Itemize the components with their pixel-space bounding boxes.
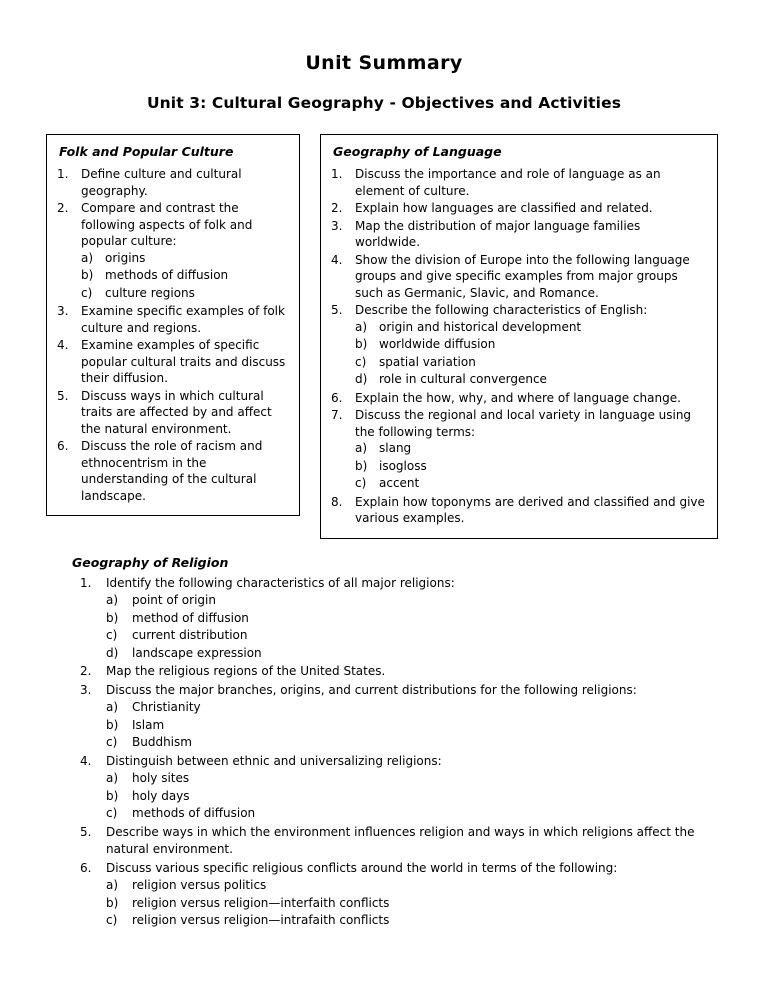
sub-list-item-text: worldwide diffusion: [379, 337, 496, 351]
sub-list-item: [106, 877, 722, 895]
objectives-boxes-row: [46, 134, 722, 539]
sub-list-item-marker: a): [355, 441, 368, 455]
list-item-marker: 1.: [57, 167, 69, 181]
list-item-text: Compare and contrast the following aspects of folk and popular culture:: [81, 201, 253, 248]
list-item-marker: 4.: [57, 338, 69, 352]
list-item-marker: 7.: [331, 408, 343, 422]
sub-list-item-text: religion versus religion—intrafaith conflicts: [132, 913, 390, 927]
folk-and-popular-culture-box: [46, 134, 300, 516]
sub-list-item: [355, 440, 707, 458]
sub-list-item: [106, 627, 722, 645]
list-item: [80, 575, 722, 663]
list-item: [57, 388, 289, 438]
sub-list-item-text: isogloss: [379, 458, 427, 473]
sub-list-item: [106, 610, 722, 628]
sub-list-item: [106, 717, 722, 735]
page-title: Unit Summary: [305, 52, 463, 74]
list-item-text: Distinguish between ethnic and universalizing religions:: [106, 753, 442, 768]
list-item-marker: 8.: [331, 494, 343, 509]
list-item: [57, 303, 289, 336]
sub-list-item-text: spatial variation: [379, 354, 476, 369]
sub-list-item-marker: a): [106, 878, 119, 892]
list-item-text: Explain the how, why, and where of language change.: [355, 390, 681, 405]
list-item: [57, 438, 289, 504]
list-item: [80, 682, 722, 752]
sub-list-item-marker: a): [81, 250, 94, 265]
list-item: [80, 753, 722, 823]
list-item-marker: 6.: [331, 390, 343, 405]
sub-list-item-text: methods of diffusion: [105, 268, 229, 282]
sub-list-item: [106, 912, 722, 930]
sub-list-item-marker: b): [106, 788, 119, 803]
list-item-marker: 1.: [80, 575, 92, 590]
list-item-text: Examine specific examples of folk culture and regions.: [81, 304, 285, 335]
sub-list-item-marker: b): [355, 337, 368, 351]
list-item-text: Explain how toponyms are derived and classified and give various examples.: [355, 494, 705, 525]
folk-and-popular-culture-heading: Folk and Popular Culture: [59, 144, 234, 159]
list-item-marker: 2.: [80, 664, 92, 678]
sub-list-item-text: point of origin: [132, 593, 216, 607]
sub-list-item-text: landscape expression: [132, 645, 262, 660]
sub-list: [106, 592, 722, 662]
geography-of-religion-heading: Geography of Religion: [72, 554, 229, 570]
list-item-marker: 3.: [57, 304, 69, 318]
list-item: [331, 407, 707, 493]
sub-list-item-marker: a): [106, 593, 119, 607]
sub-list-item-marker: d): [106, 645, 119, 660]
sub-list-item: [355, 458, 707, 476]
sub-list: [355, 440, 707, 493]
geography-of-language-heading: Geography of Language: [333, 144, 502, 159]
sub-list-item-marker: c): [106, 735, 118, 749]
list-item-text: Discuss the importance and role of language as an element of culture.: [355, 167, 661, 198]
sub-list-item-text: religion versus religion—interfaith conflicts: [132, 895, 390, 910]
sub-list-item-marker: b): [355, 458, 368, 473]
list-item-text: Map the religious regions of the United States.: [106, 664, 386, 678]
sub-list-item-marker: c): [106, 628, 118, 642]
sub-list-item-marker: d): [355, 372, 368, 386]
folk-and-popular-culture-list: [57, 166, 289, 504]
sub-list-item-text: Christianity: [132, 700, 201, 714]
sub-list-item: [106, 770, 722, 788]
list-item-marker: 4.: [331, 252, 343, 267]
list-item: [331, 302, 707, 389]
sub-list-item-marker: a): [106, 771, 119, 785]
sub-list-item-marker: b): [106, 717, 119, 732]
sub-list: [106, 770, 722, 823]
sub-list-item: [355, 354, 707, 372]
sub-list-item-text: Buddhism: [132, 735, 192, 749]
sub-list-item: [106, 805, 722, 823]
sub-list: [355, 319, 707, 389]
sub-list-item-text: slang: [379, 441, 412, 455]
geography-of-language-list: [331, 166, 707, 527]
list-item-text: Discuss ways in which cultural traits are affected by and affect the natural environment.: [81, 388, 272, 436]
sub-list-item: [355, 371, 707, 389]
list-item: [57, 337, 289, 387]
list-item-text: Map the distribution of major language families worldwide.: [355, 218, 641, 249]
sub-list-item-marker: c): [106, 913, 118, 927]
sub-list-item: [106, 592, 722, 610]
geography-of-religion-section: [46, 555, 722, 930]
sub-list-item-text: method of diffusion: [132, 610, 249, 625]
list-item-marker: 5.: [80, 824, 92, 839]
sub-list-item-text: holy sites: [132, 771, 190, 785]
list-item: [331, 494, 707, 527]
list-item: [331, 252, 707, 302]
sub-list-item-marker: a): [106, 700, 119, 714]
sub-list-item-text: origins: [105, 250, 146, 265]
sub-list-item: [106, 788, 722, 806]
sub-list-item: [81, 250, 289, 268]
list-item: [80, 824, 722, 859]
sub-list-item: [106, 699, 722, 717]
list-item: [57, 200, 289, 302]
list-item: [80, 860, 722, 930]
list-item-text: Show the division of Europe into the following language groups and give specific examples from major groups such as Germanic, Slavic, and Romance.: [355, 252, 690, 300]
list-item-text: Define culture and cultural geography.: [81, 167, 242, 198]
sub-list-item: [106, 895, 722, 913]
list-item: [80, 663, 722, 681]
list-item-marker: 3.: [331, 218, 343, 233]
list-item-marker: 1.: [331, 167, 343, 181]
geography-of-language-box: [320, 134, 718, 539]
list-item-text: Examine examples of specific popular cultural traits and discuss their diffusion.: [81, 338, 286, 385]
sub-list-item-text: religion versus politics: [132, 878, 267, 892]
sub-list-item-text: culture regions: [105, 285, 195, 300]
sub-list: [106, 877, 722, 930]
sub-list-item-text: Islam: [132, 717, 165, 732]
list-item: [57, 166, 289, 199]
sub-list-item-marker: b): [106, 895, 119, 910]
sub-list-item: [106, 645, 722, 663]
sub-list-item: [81, 267, 289, 285]
list-item-marker: 6.: [57, 439, 69, 453]
sub-list-item-marker: b): [81, 268, 94, 282]
sub-list-item-marker: c): [106, 806, 118, 820]
list-item-text: Discuss the role of racism and ethnocentrism in the understanding of the cultural landscape.: [81, 439, 263, 503]
sub-list: [106, 699, 722, 752]
geography-of-religion-list: [46, 575, 722, 930]
list-item: [331, 218, 707, 251]
sub-list-item-marker: b): [106, 610, 119, 625]
sub-list-item: [355, 475, 707, 493]
unit-title: Unit 3: Cultural Geography - Objectives and Activities: [146, 94, 622, 112]
sub-list-item-text: methods of diffusion: [132, 806, 256, 820]
list-item-text: Explain how languages are classified and related.: [355, 201, 653, 215]
list-item: [331, 200, 707, 217]
list-item-marker: 3.: [80, 682, 92, 697]
list-item-text: Discuss the regional and local variety in language using the following terms:: [355, 408, 692, 439]
sub-list-item-marker: c): [81, 285, 93, 300]
sub-list-item-marker: c): [355, 354, 367, 369]
sub-list-item-marker: a): [355, 319, 368, 334]
sub-list-item: [355, 319, 707, 337]
sub-list-item-text: accent: [379, 476, 420, 490]
sub-list: [81, 250, 289, 303]
list-item-marker: 4.: [80, 753, 92, 768]
list-item-marker: 2.: [331, 201, 343, 215]
sub-list-item-text: role in cultural convergence: [379, 372, 547, 386]
list-item-marker: 6.: [80, 860, 92, 875]
list-item-marker: 2.: [57, 201, 69, 215]
list-item-text: Identify the following characteristics of all major religions:: [106, 575, 455, 590]
sub-list-item: [355, 336, 707, 354]
list-item-text: Discuss the major branches, origins, and current distributions for the following religions:: [106, 682, 637, 697]
list-item: [331, 166, 707, 199]
sub-list-item-text: current distribution: [132, 628, 248, 642]
list-item-text: Describe ways in which the environment influences religion and ways in which religions affect the natural environment.: [106, 824, 695, 856]
sub-list-item-text: origin and historical development: [379, 319, 582, 334]
list-item-marker: 5.: [57, 388, 69, 403]
list-item: [331, 390, 707, 407]
sub-list-item: [106, 734, 722, 752]
list-item-text: Describe the following characteristics of English:: [355, 303, 648, 317]
sub-list-item-text: holy days: [132, 788, 190, 803]
sub-list-item-marker: c): [355, 476, 367, 490]
sub-list-item: [81, 285, 289, 303]
list-item-marker: 5.: [331, 303, 343, 317]
list-item-text: Discuss various specific religious conflicts around the world in terms of the following:: [106, 860, 618, 875]
